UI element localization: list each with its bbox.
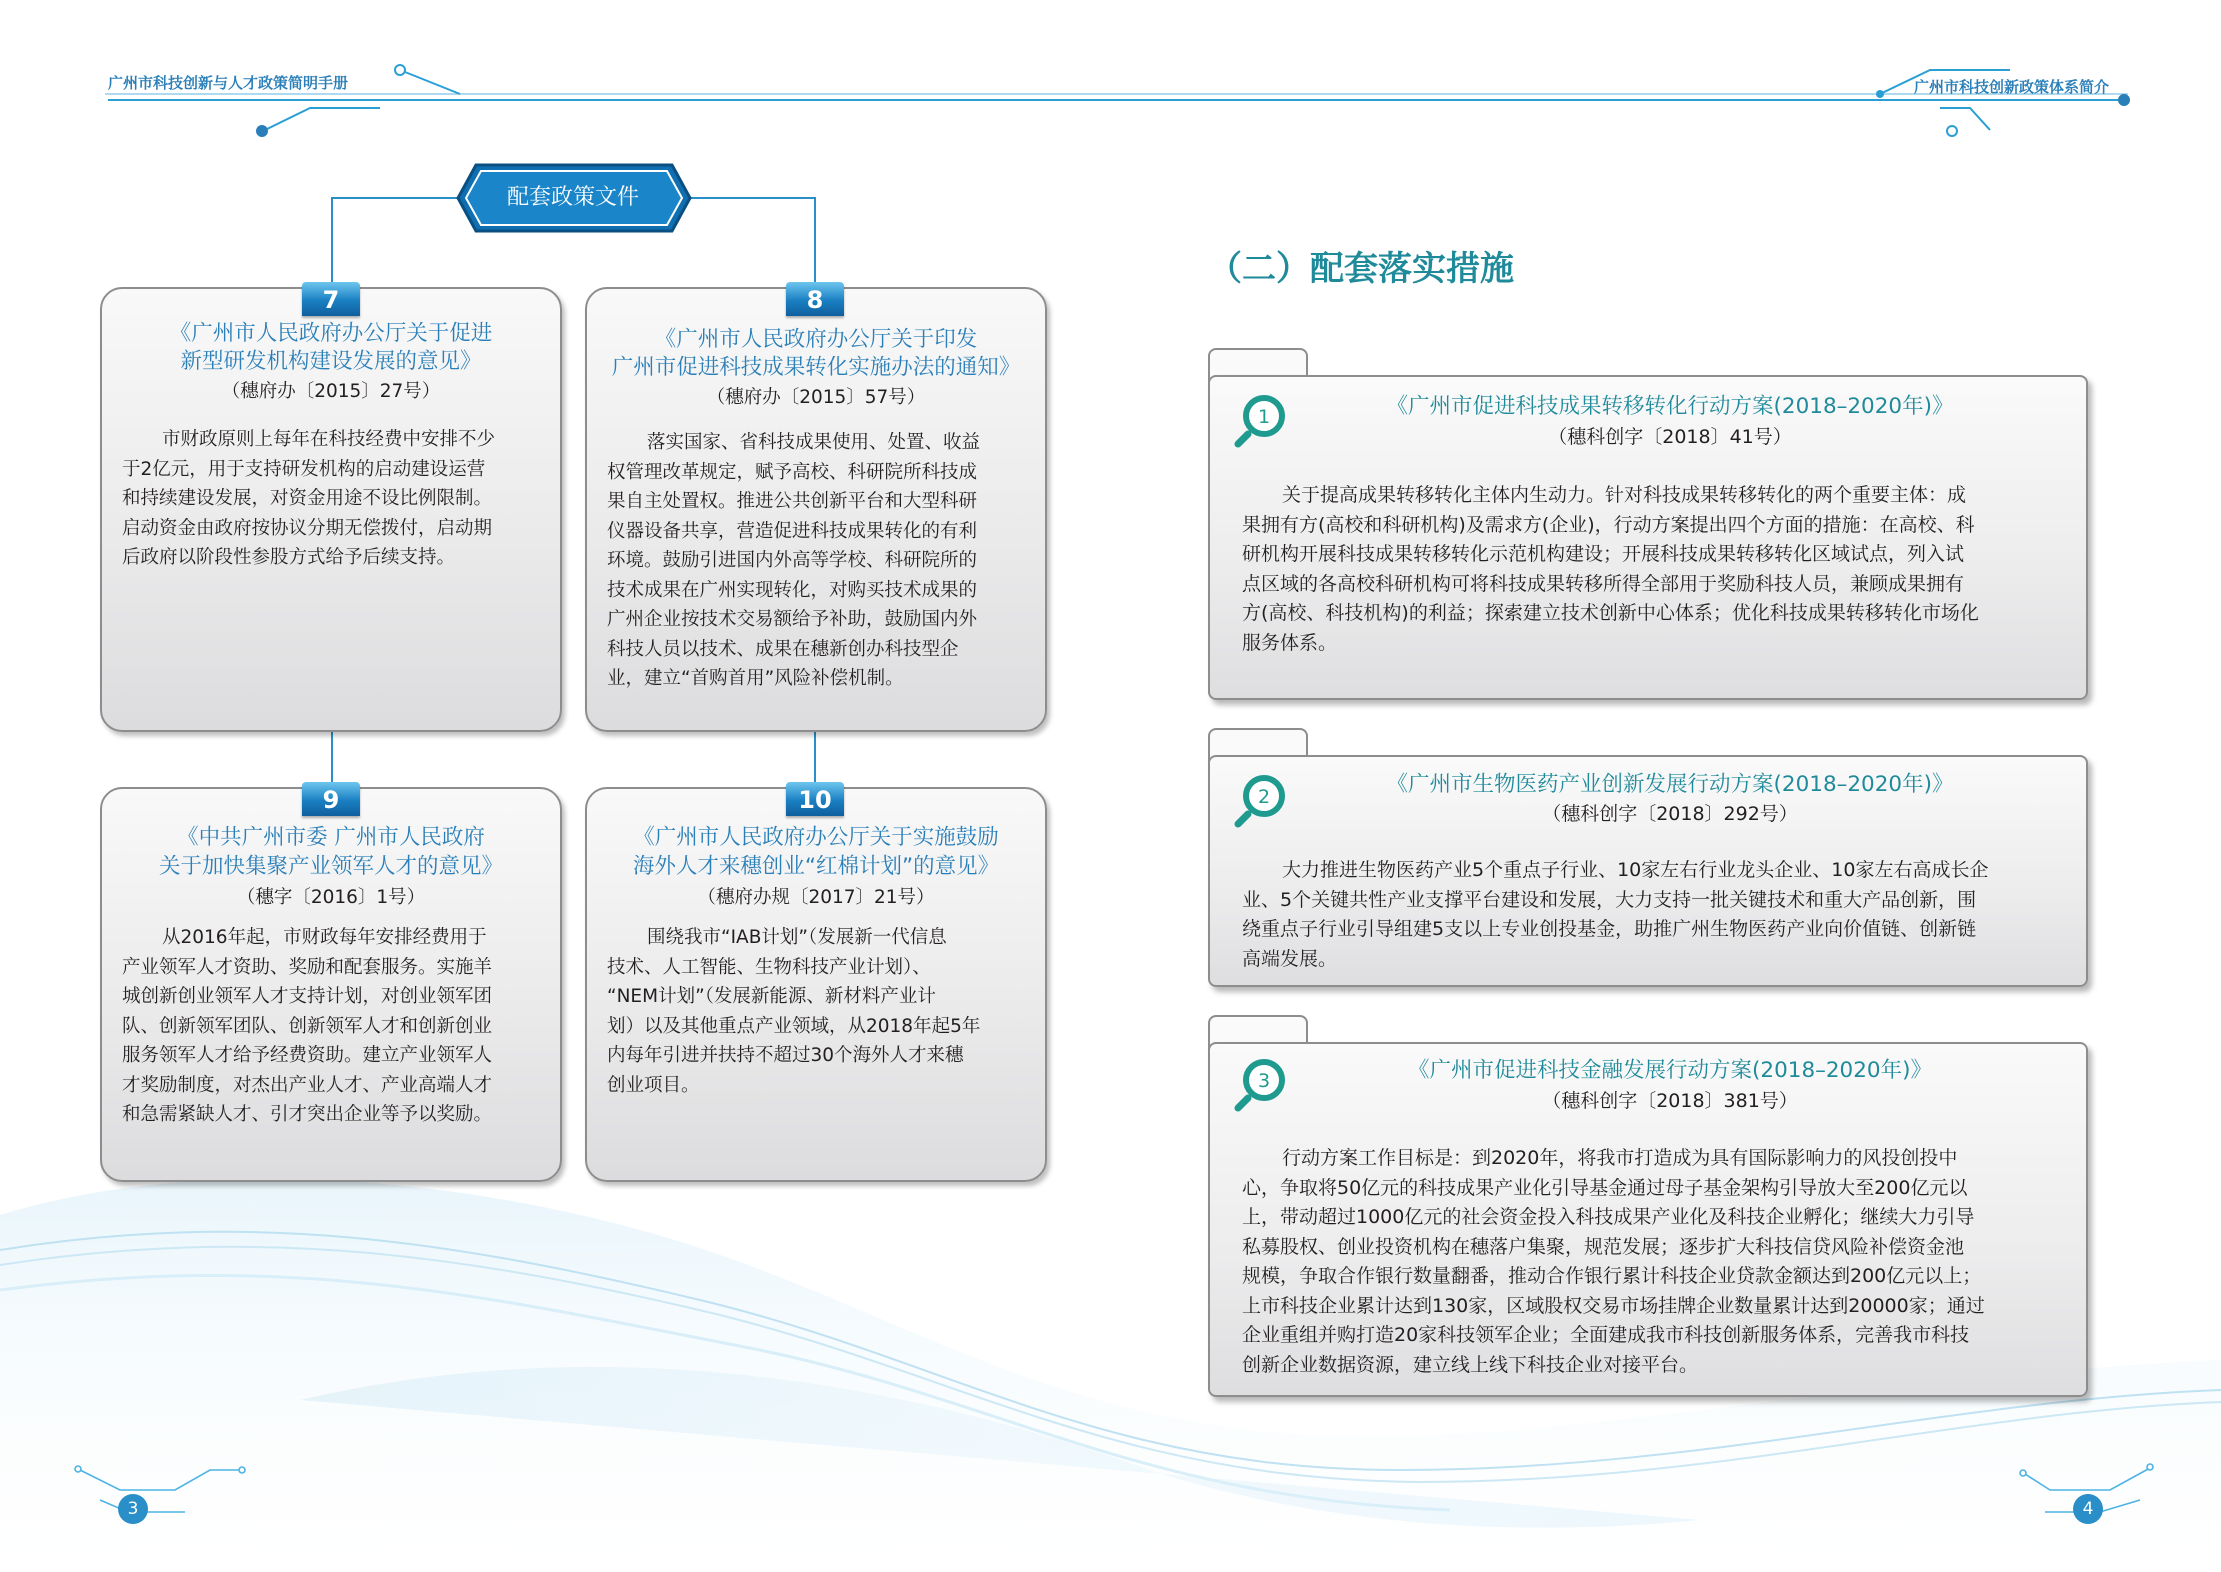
- card-number-badge: 8: [786, 282, 844, 316]
- card-body-line: 市财政原则上每年在科技经费中安排不少: [162, 429, 496, 450]
- card-body-line: 落实国家、省科技成果使用、处置、收益: [647, 432, 981, 453]
- card-body-line: 后政府以阶段性参股方式给予后续支持。: [122, 547, 456, 568]
- magnifier-icon: [1234, 1052, 1294, 1112]
- card-title-line: 《广州市人民政府办公厅关于实施鼓励: [633, 825, 999, 850]
- card-number-badge: 10: [786, 782, 844, 816]
- measure-body-line: 点区域的各高校科研机构可将科技成果转移所得全部用于奖励科技人员，兼顾成果拥有: [1242, 572, 1965, 595]
- measure-body-line: 行动方案工作目标是：到2020年，将我市打造成为具有国际影响力的风投创投中: [1282, 1147, 1958, 1169]
- card-body-line: 城创新创业领军人才支持计划，对创业领军团: [122, 986, 493, 1007]
- magnifier-icon: [1234, 768, 1294, 828]
- card-body-line: 产业领军人才资助、奖励和配套服务。实施羊: [122, 956, 493, 978]
- card-body-line: 内每年引进并扶持不超过30个海外人才来穗: [607, 1045, 964, 1066]
- measure-doc-number: （穗科创字〔2018〕292号）: [1542, 803, 1798, 825]
- page-number-left: 3: [118, 1494, 148, 1524]
- card-number-badge: 9: [302, 782, 360, 816]
- card-body: [122, 923, 542, 1130]
- card-body-line: “NEM计划”（发展新能源、新材料产业计: [607, 986, 936, 1007]
- card-title-line: 海外人才来穗创业“红棉计划”的意见》: [632, 854, 1000, 879]
- measure-body-line: 规模，争取合作银行数量翻番，推动合作银行累计科技企业贷款金额达到200亿元以上；: [1242, 1265, 1982, 1287]
- magnifier-number: 3: [1257, 1070, 1271, 1092]
- measure-body: [1242, 856, 2062, 974]
- card-body-line: 仪器设备共享，营造促进科技成果转化的有利: [607, 520, 978, 542]
- section-title: （二）配套落实措施: [1208, 249, 1514, 289]
- magnifier-icon: [1234, 388, 1294, 448]
- measure-body-line: 心，争取将50亿元的科技成果产业化引导基金通过母子基金架构引导放大至200亿元以: [1242, 1176, 1968, 1199]
- measure-body-line: 大力推进生物医药产业5个重点子行业、10家左右行业龙头企业、10家左右高成长企: [1282, 859, 1989, 881]
- magnifier-number: 2: [1257, 786, 1271, 808]
- header-circuit-lines: [105, 65, 2129, 136]
- measure-body-line: 上，带动超过1000亿元的社会资金投入科技成果产业化及科技企业孵化；继续大力引导: [1242, 1206, 1975, 1228]
- card-body-line: 技术、人工智能、生物科技产业计划）、: [607, 956, 931, 978]
- card-body-line: 权管理改革规定，赋予高校、科研院所科技成: [607, 461, 978, 483]
- card-title-line: 《广州市人民政府办公厅关于印发: [654, 327, 978, 352]
- card-body-line: 技术成果在广州实现转化，对购买技术成果的: [607, 579, 978, 601]
- measure-body-line: 关于提高成果转移转化主体内生动力。针对科技成果转移转化的两个重要主体：成: [1282, 484, 1967, 506]
- card-body-line: 队、创新领军团队、创新领军人才和创新创业: [122, 1015, 493, 1037]
- card-body-line: 于2亿元，用于支持研发机构的启动建设运营: [122, 458, 486, 480]
- measure-body-line: 果拥有方(高校和科研机构)及需求方(企业)，行动方案提出四个方面的措施：在高校、科: [1242, 513, 1975, 536]
- measure-body-line: 业、5个关键共性产业支撑平台建设和发展，大力支持一批关键技术和重大产品创新，围: [1242, 888, 1977, 911]
- card-body: [607, 923, 1027, 1100]
- card-body-line: 广州企业按技术交易额给予补助，鼓励国内外: [607, 609, 978, 630]
- card-body: [122, 425, 542, 573]
- card-body-line: 和持续建设发展，对资金用途不设比例限制。: [122, 488, 493, 509]
- card-body-line: 划）以及其他重点产业领域，从2018年起5年: [607, 1015, 981, 1037]
- measure-title: 《广州市促进科技成果转移转化行动方案(2018–2020年)》: [1386, 394, 1954, 419]
- magnifier-number: 1: [1257, 406, 1271, 428]
- card-body-line: 科技人员以技术、成果在穗新创办科技型企: [607, 638, 959, 660]
- measure-body-line: 私募股权、创业投资机构在穗落户集聚，规范发展；逐步扩大科技信贷风险补偿资金池: [1242, 1235, 1965, 1258]
- measure-title: 《广州市生物医药产业创新发展行动方案(2018–2020年)》: [1386, 772, 1954, 797]
- measure-body-line: 创新企业数据资源，建立线上线下科技企业对接平台。: [1242, 1353, 1699, 1376]
- header-right-title: 广州市科技创新政策体系简介: [1913, 78, 2109, 96]
- page-number-right: 4: [2073, 1494, 2103, 1524]
- banner-label: 配套政策文件: [506, 185, 639, 210]
- measure-body-line: 高端发展。: [1242, 947, 1338, 970]
- measure-body-line: 企业重组并购打造20家科技领军企业；全面建成我市科技创新服务体系，完善我市科技: [1242, 1324, 1970, 1346]
- measure-body-line: 研机构开展科技成果转移转化示范机构建设；开展科技成果转移转化区域试点，列入试: [1242, 543, 1965, 565]
- card-doc-number: （穗字〔2016〕1号）: [236, 887, 426, 908]
- header-left-title: 广州市科技创新与人才政策简明手册: [108, 74, 349, 92]
- card-doc-number: （穗府办〔2015〕57号）: [706, 387, 926, 408]
- card-body-line: 业，建立“首购首用”风险补偿机制。: [607, 668, 904, 689]
- card-title-line: 《广州市人民政府办公厅关于促进: [169, 321, 493, 346]
- card-doc-number: （穗府办规〔2017〕21号）: [697, 887, 935, 908]
- measure-body-line: 上市科技企业累计达到130家，区域股权交易市场挂牌企业数量累计达到20000家；通过: [1242, 1294, 1985, 1317]
- card-title-line: 广州市促进科技成果转化实施办法的通知》: [611, 355, 1021, 380]
- card-body-line: 从2016年起，市财政每年安排经费用于: [162, 927, 487, 948]
- card-body-line: 启动资金由政府按协议分期无偿拨付，启动期: [122, 517, 493, 539]
- card-title-line: 《中共广州市委 广州市人民政府: [177, 825, 485, 850]
- card-body-line: 果自主处置权。推进公共创新平台和大型科研: [607, 491, 978, 512]
- measure-title: 《广州市促进科技金融发展行动方案(2018–2020年)》: [1408, 1058, 1932, 1083]
- card-body-line: 才奖励制度，对杰出产业人才、产业高端人才: [122, 1074, 493, 1096]
- measure-body: [1242, 481, 2062, 658]
- measure-doc-number: （穗科创字〔2018〕41号）: [1548, 426, 1792, 448]
- measure-body: [1242, 1144, 2062, 1380]
- card-number-badge: 7: [302, 282, 360, 316]
- card-title-line: 新型研发机构建设发展的意见》: [180, 349, 482, 374]
- card-body-line: 服务领军人才给予经费资助。建立产业领军人: [122, 1045, 493, 1066]
- measure-doc-number: （穗科创字〔2018〕381号）: [1542, 1090, 1798, 1112]
- card-body-line: 环境。鼓励引进国内外高等学校、科研院所的: [607, 550, 978, 571]
- measure-body-line: 服务体系。: [1242, 631, 1338, 654]
- card-body: [607, 428, 1027, 694]
- card-doc-number: （穗府办〔2015〕27号）: [221, 381, 441, 402]
- card-body-line: 围绕我市“IAB计划”（发展新一代信息: [647, 927, 947, 948]
- card-body-line: 创业项目。: [607, 1074, 700, 1096]
- card-body-line: 和急需紧缺人才、引才突出企业等予以奖励。: [122, 1104, 493, 1125]
- measure-body-line: 绕重点子行业引导组建5支以上专业创投基金，助推广州生物医药产业向价值链、创新链: [1242, 918, 1977, 940]
- card-title-line: 关于加快集聚产业领军人才的意见》: [158, 854, 503, 879]
- measure-body-line: 方(高校、科技机构)的利益；探索建立技术创新中心体系；优化科技成果转移转化市场化: [1242, 602, 1979, 624]
